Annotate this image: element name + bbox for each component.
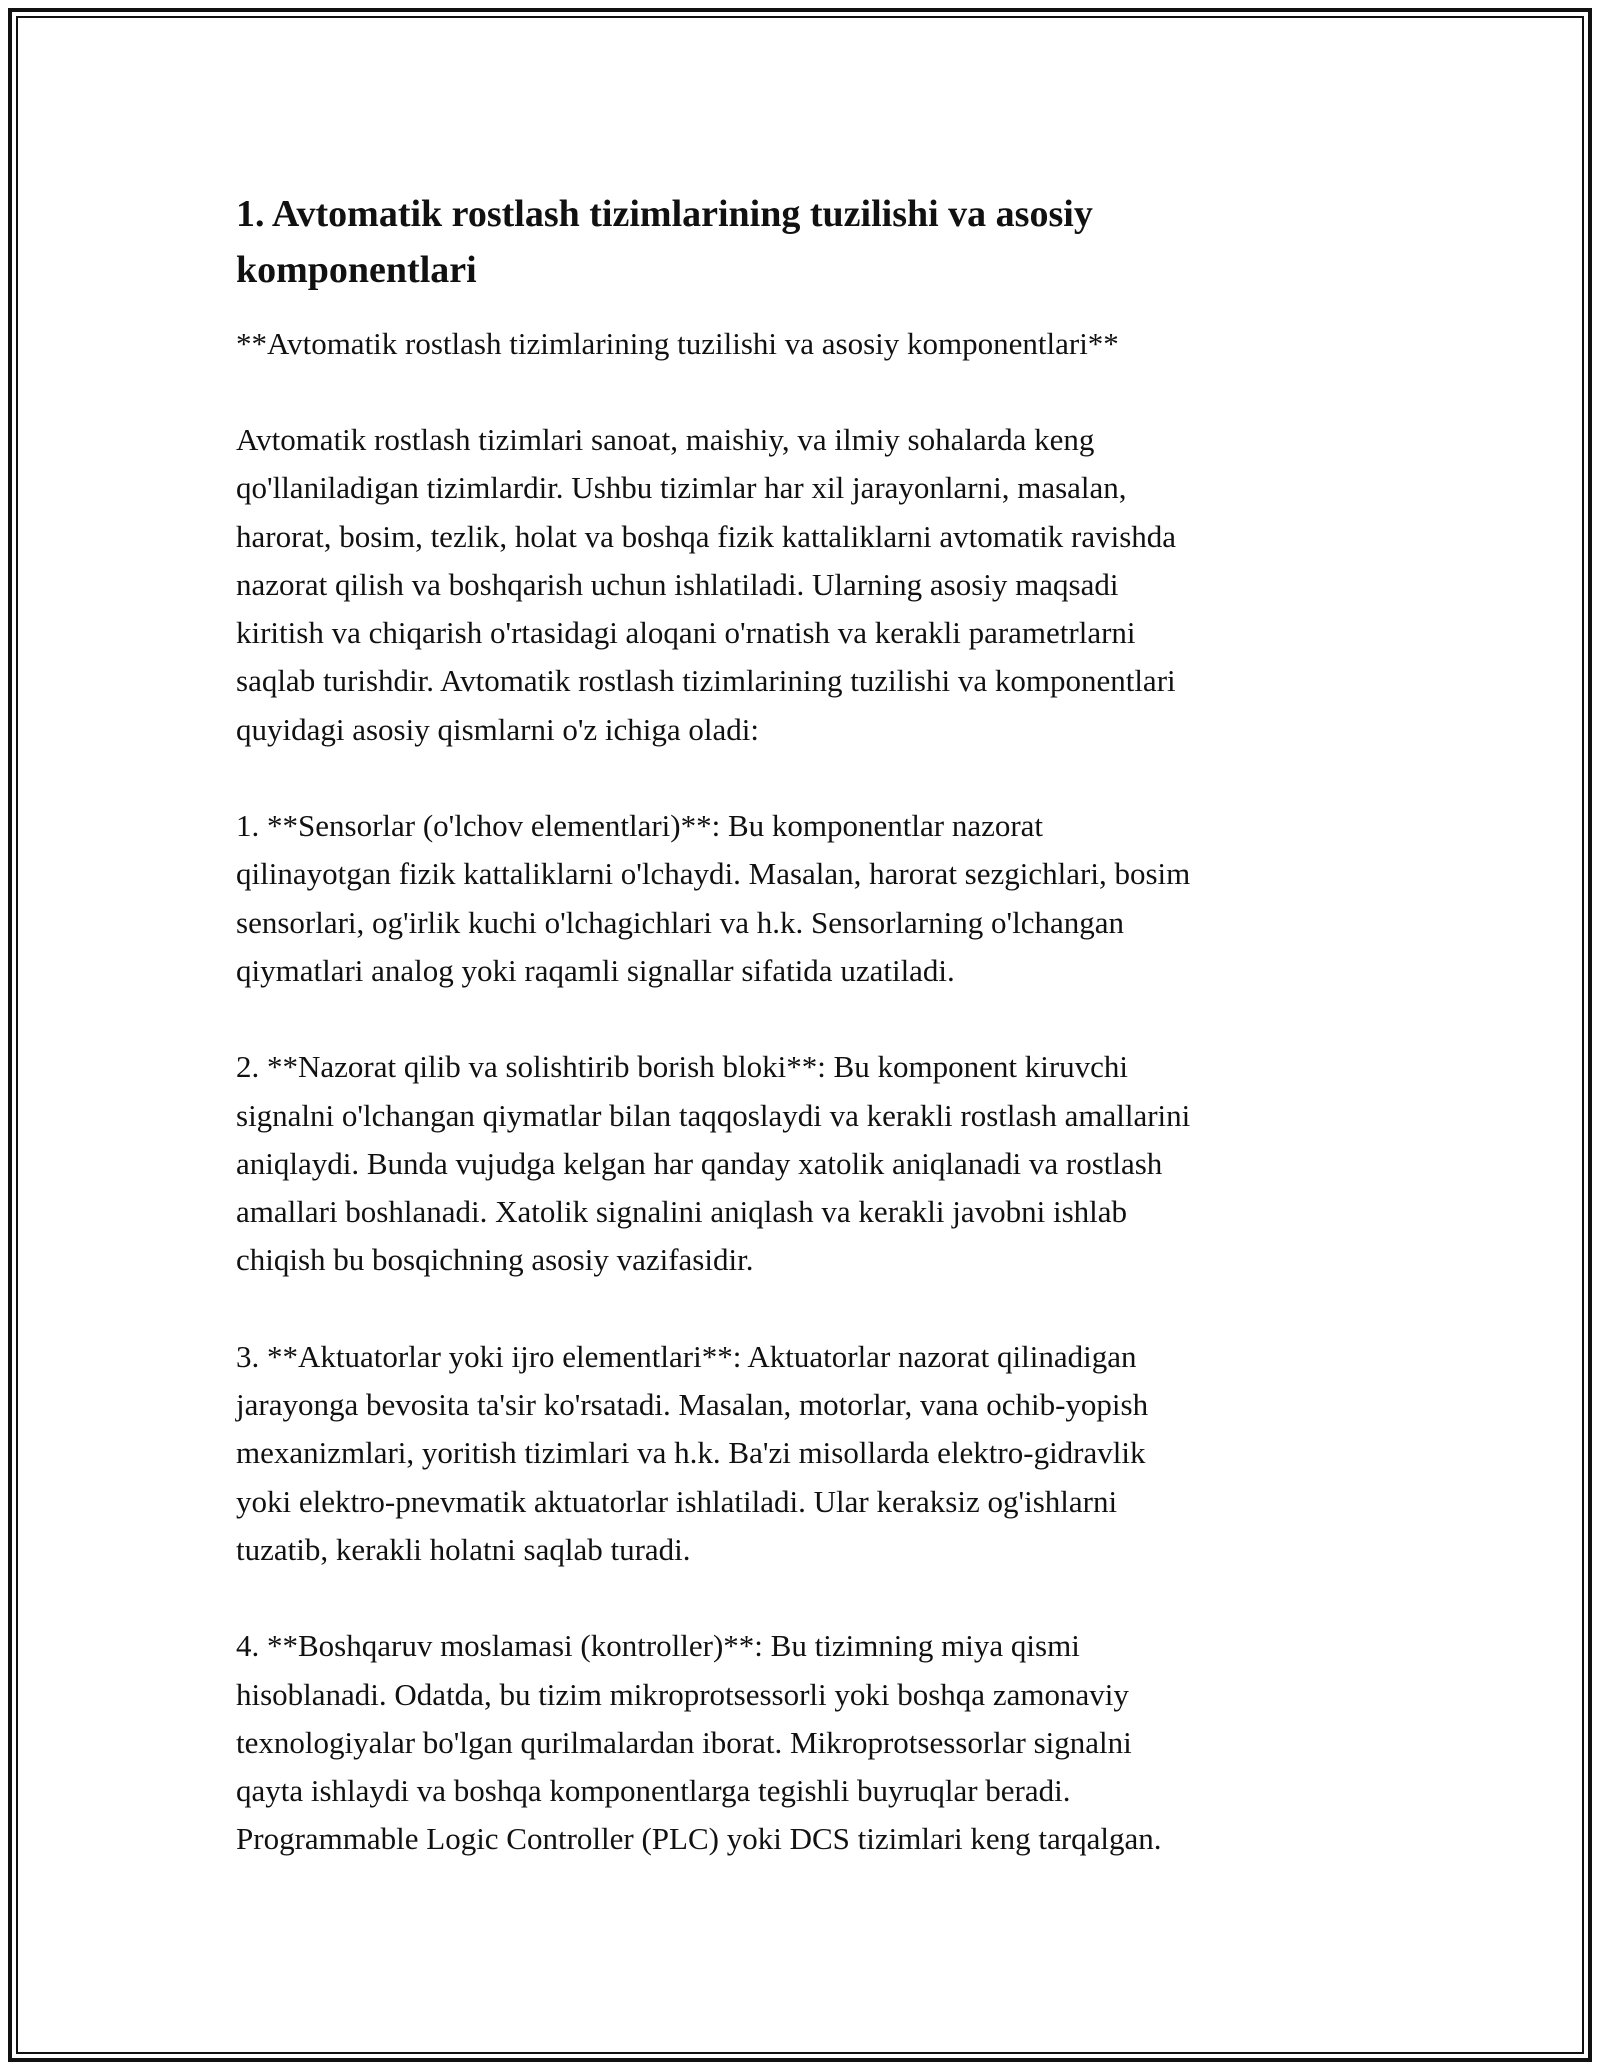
comparison-block-paragraph: 2. **Nazorat qilib va solishtirib borish bloki**: Bu komponent kiruvchi signalni o'lchangan qiymatlar bilan taqqoslaydi va kerakli rostlash amallarini aniqlaydi. Bunda vujudga kelgan har qanday xatolik aniqlanadi va rostlash amallari boshlanadi. Xatolik signalini aniqlash va kerakli javobni ishlab chiqish bu bosqichning asosiy vazifasidir. — [236, 1049, 1191, 1278]
actuators-paragraph: 3. **Aktuatorlar yoki ijro elementlari**: Aktuatorlar nazorat qilinadigan jarayonga bevosita ta'sir ko'rsatadi. Masalan, motorlar, vana ochib-yopish mexanizmlari, yoritish tizimlari va h.k. Ba'zi misollarda elektro-gidravlik yoki elektro-pnevmatik aktuatorlar ishlatiladi. Ular keraksiz og'ishlarni tuzatib, kerakli holatni saqlab turadi. — [236, 1338, 1149, 1567]
sensors-paragraph: 1. **Sensorlar (o'lchov elementlari)**: Bu komponentlar nazorat qilinayotgan fizik kattaliklarni o'lchaydi. Masalan, harorat sezgichlari, bosim sensorlari, og'irlik kuchi o'lchagichlari va h.k. Sensorlarning o'lchangan qiymatlari analog yoki raqamli signallar sifatida uzatiladi. — [236, 808, 1191, 988]
controller-paragraph: 4. **Boshqaruv moslamasi (kontroller)**: Bu tizimning miya qismi hisoblanadi. Odatda, bu tizim mikroprotsessorli yoki boshqa zamonaviy texnologiyalar bo'lgan qurilmalardan iborat. Mikroprotsessorlar signalni qayta ishlaydi va boshqa komponentlarga tegishli buyruqlar beradi. Programmable Logic Controller (PLC) yoki DCS tizimlari keng tarqalgan. — [236, 1628, 1162, 1857]
intro-paragraph: Avtomatik rostlash tizimlari sanoat, maishiy, va ilmiy sohalarda keng qo'llaniladigan tizimlardir. Ushbu tizimlar har xil jarayonlarni, masalan, harorat, bosim, tezlik, holat va boshqa fizik kattaliklarni avtomatik ravishda nazorat qilish va boshqarish uchun ishlatiladi. Ularning asosiy maqsadi kiritish va chiqarish o'rtasidagi aloqani o'rnatish va kerakli parametrlarni saqlab turishdir. Avtomatik rostlash tizimlarining tuzilishi va komponentlari quyidagi asosiy qismlarni o'z ichiga oladi: — [236, 422, 1177, 747]
document-subtitle: **Avtomatik rostlash tizimlarining tuzilishi va asosiy komponentlari** — [236, 326, 1119, 361]
document-title: 1. Avtomatik rostlash tizimlarining tuzilishi va asosiy komponentlari — [236, 193, 1093, 291]
document-body — [236, 186, 1376, 1864]
